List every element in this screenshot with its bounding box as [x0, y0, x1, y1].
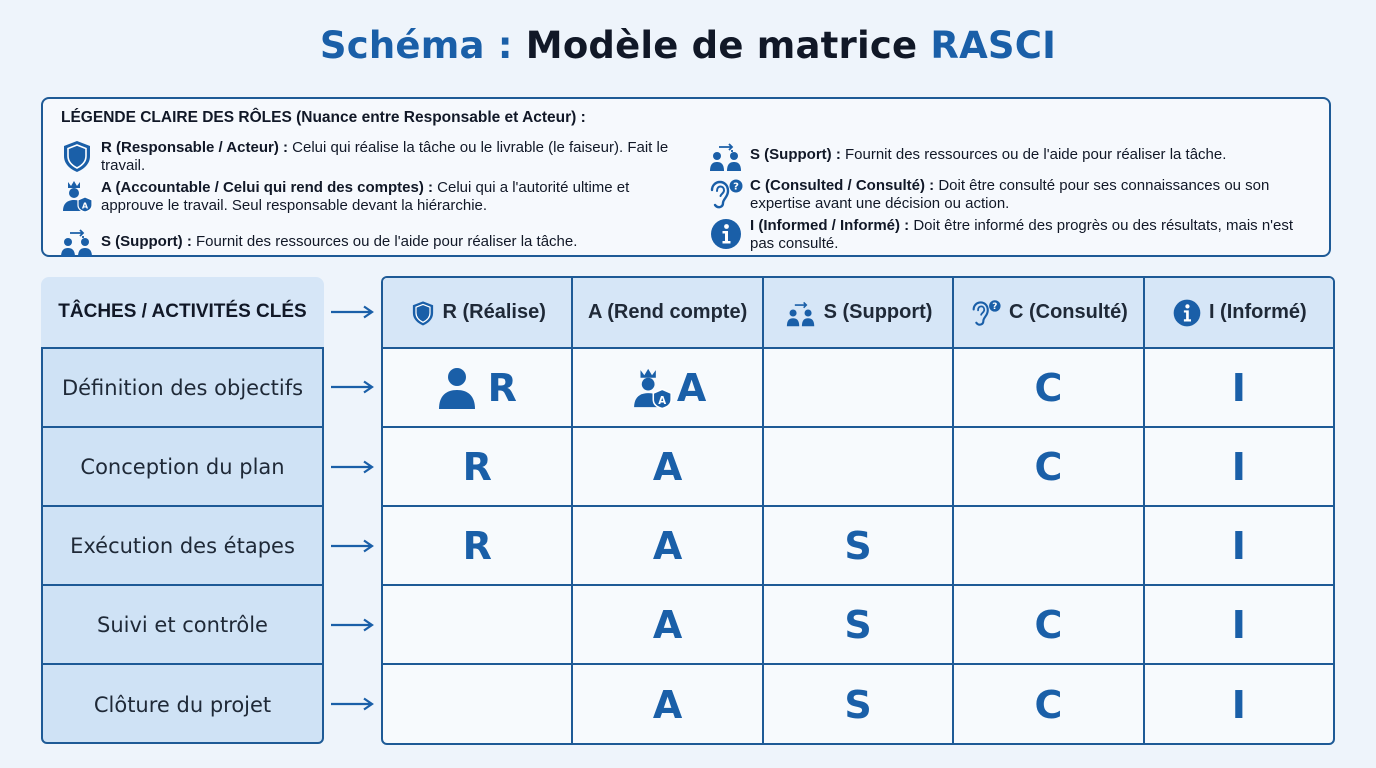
legend-item-a	[59, 179, 679, 215]
page-title	[0, 24, 1376, 67]
role-letter: I	[1231, 682, 1246, 727]
column-header-a	[573, 278, 763, 347]
legend-key: R (Responsable / Acteur) :	[101, 139, 288, 156]
rasci-matrix	[381, 276, 1335, 745]
matrix-row	[383, 428, 1333, 507]
shield-icon	[409, 298, 437, 328]
support-people-icon	[784, 298, 818, 328]
task-column-header: TÂCHES / ACTIVITÉS CLÉS	[41, 277, 324, 347]
legend-item-c	[708, 177, 1318, 213]
role-letter: R	[462, 523, 492, 568]
ear-question-icon	[969, 298, 1003, 328]
legend-item-s-right	[708, 139, 1318, 173]
matrix-cell	[573, 586, 763, 663]
matrix-cell	[383, 665, 573, 744]
column-header-label: C (Consulté)	[1008, 301, 1128, 323]
role-letter: A	[652, 523, 683, 568]
legend-box	[41, 97, 1331, 257]
arrow-icon	[329, 539, 375, 553]
matrix-cell	[764, 586, 954, 663]
arrow-icon	[329, 618, 375, 632]
crowned-person-icon	[59, 179, 95, 213]
column-header-label: S (Support)	[823, 301, 933, 323]
matrix-cell	[383, 428, 573, 505]
role-letter: A	[652, 682, 683, 727]
matrix-cell	[764, 428, 954, 505]
matrix-header-row	[383, 278, 1333, 349]
role-letter: S	[844, 523, 872, 568]
legend-text: Fournit des ressources ou de l'aide pour réaliser la tâche.	[196, 233, 578, 250]
role-letter: A	[652, 444, 683, 489]
legend-key: C (Consulted / Consulté) :	[750, 177, 935, 194]
legend-item-s-left	[59, 225, 679, 259]
role-letter: R	[487, 365, 517, 410]
matrix-cell	[954, 349, 1144, 426]
matrix-cell	[954, 586, 1144, 663]
matrix-cell	[383, 586, 573, 663]
legend-text: Doit être informé des progrès ou des résultats, mais n'est pas consulté.	[750, 217, 1294, 252]
title-part-1: Schéma :	[319, 24, 513, 67]
svg-text:A: A	[658, 395, 667, 407]
matrix-cell	[573, 349, 763, 426]
matrix-cell	[954, 428, 1144, 505]
legend-heading: LÉGENDE CLAIRE DES RÔLES (Nuance entre Responsable et Acteur) :	[61, 109, 586, 126]
column-header-i	[1145, 278, 1333, 347]
arrow-icon	[329, 697, 375, 711]
legend-text: Celui qui a l'autorité ultime et approuve le travail. Seul responsable devant la hiérarchie.	[101, 179, 630, 214]
task-column	[41, 347, 324, 744]
column-header-c	[954, 278, 1144, 347]
shield-icon	[59, 139, 95, 173]
info-icon	[1171, 297, 1203, 329]
legend-key: A (Accountable / Celui qui rend des comptes) :	[101, 179, 433, 196]
arrow-icon	[329, 305, 375, 319]
matrix-cell	[383, 507, 573, 584]
matrix-cell	[573, 507, 763, 584]
role-letter: C	[1034, 444, 1063, 489]
role-letter: R	[462, 444, 492, 489]
column-header-label: I (Informé)	[1208, 301, 1307, 323]
role-letter: S	[844, 682, 872, 727]
svg-text:?: ?	[733, 181, 739, 193]
support-people-icon	[59, 225, 95, 259]
matrix-cell	[1145, 507, 1333, 584]
column-header-label: R (Réalise)	[442, 301, 546, 323]
person-icon	[438, 366, 476, 410]
title-part-2: Modèle de matrice	[525, 24, 918, 67]
matrix-row	[383, 586, 1333, 665]
legend-key: S (Support) :	[750, 146, 841, 163]
svg-text:?: ?	[992, 301, 998, 312]
legend-item-r	[59, 139, 679, 175]
role-letter: I	[1231, 365, 1246, 410]
svg-text:A: A	[81, 201, 89, 211]
task-cell: Suivi et contrôle	[43, 586, 322, 665]
role-letter: A	[676, 365, 707, 410]
matrix-cell	[954, 665, 1144, 744]
task-cell: Exécution des étapes	[43, 507, 322, 586]
role-letter: I	[1231, 444, 1246, 489]
role-letter: S	[844, 602, 872, 647]
role-letter: A	[652, 602, 683, 647]
matrix-cell	[573, 428, 763, 505]
column-header-label: A (Rend compte)	[587, 301, 748, 323]
legend-key: I (Informed / Informé) :	[750, 217, 910, 234]
role-letter: I	[1231, 523, 1246, 568]
arrow-icon	[329, 380, 375, 394]
matrix-cell	[764, 507, 954, 584]
matrix-cell	[1145, 665, 1333, 744]
matrix-cell	[764, 349, 954, 426]
ear-question-icon	[708, 177, 744, 211]
role-letter: C	[1034, 602, 1063, 647]
crowned-person-icon	[629, 365, 675, 411]
legend-key: S (Support) :	[101, 233, 192, 250]
matrix-cell	[383, 349, 573, 426]
task-cell: Conception du plan	[43, 428, 322, 507]
matrix-cell	[1145, 586, 1333, 663]
column-header-s	[764, 278, 954, 347]
title-part-3: RASCI	[930, 24, 1057, 67]
matrix-cell	[954, 507, 1144, 584]
matrix-cell	[764, 665, 954, 744]
matrix-cell	[1145, 349, 1333, 426]
legend-text: Doit être consulté pour ses connaissances ou son expertise avant une décision ou action.	[750, 177, 1270, 212]
role-letter: C	[1034, 365, 1063, 410]
legend-text: Celui qui réalise la tâche ou le livrable (le faiseur). Fait le travail.	[101, 139, 669, 174]
matrix-cell	[1145, 428, 1333, 505]
legend-text: Fournit des ressources ou de l'aide pour réaliser la tâche.	[845, 146, 1227, 163]
info-icon	[708, 217, 744, 251]
matrix-row	[383, 349, 1333, 428]
role-letter: C	[1034, 682, 1063, 727]
matrix-row	[383, 507, 1333, 586]
arrow-icon	[329, 460, 375, 474]
matrix-row	[383, 665, 1333, 744]
column-header-r	[383, 278, 573, 347]
task-cell: Clôture du projet	[93, 692, 272, 717]
role-letter: I	[1231, 602, 1246, 647]
task-cell: Définition des objectifs	[43, 349, 322, 428]
support-people-icon	[708, 139, 744, 173]
matrix-cell	[573, 665, 763, 744]
legend-item-i	[708, 217, 1318, 253]
